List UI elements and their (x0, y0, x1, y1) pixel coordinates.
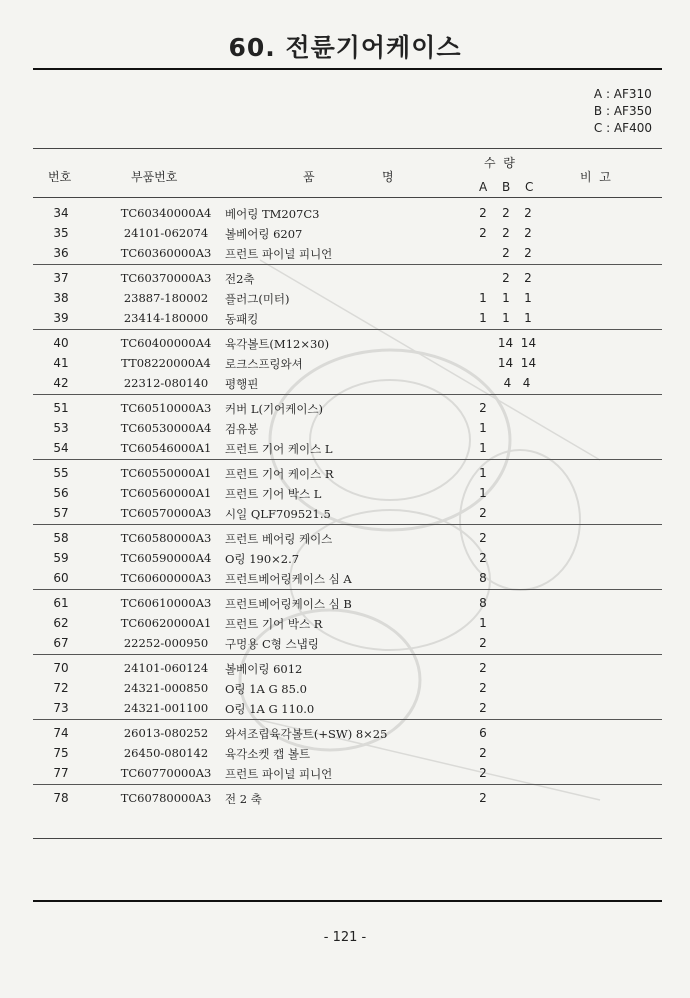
table-row (33, 203, 662, 223)
table-row (33, 528, 662, 548)
part-code: 23887-180002 (123, 291, 209, 305)
part-code: 22312-080140 (123, 376, 209, 390)
table-row (33, 223, 662, 243)
part-name: 프런트 기어 케이스 R (225, 467, 334, 481)
legend-item-b: B : AF350 (593, 104, 652, 118)
part-code: TC60590000A4 (120, 551, 212, 565)
group-separator (33, 329, 662, 330)
qty-a: 2 (479, 681, 487, 695)
qty-a: 2 (479, 551, 487, 565)
part-name: 플러그(미터) (225, 292, 290, 306)
part-code: 24101-062074 (123, 226, 209, 240)
part-code: 24101-060124 (123, 661, 209, 675)
title-rule (33, 68, 662, 70)
group-separator (33, 459, 662, 460)
table-row (33, 418, 662, 438)
table-row (33, 743, 662, 763)
part-name: 커버 L(기어케이스) (225, 402, 324, 416)
qty-a: 1 (479, 291, 487, 305)
part-name: 로크스프링와셔 (225, 357, 303, 371)
part-code: TC60610000A3 (120, 596, 212, 610)
part-code: TC60510000A3 (120, 401, 212, 415)
legend-item-a: A : AF310 (593, 87, 652, 101)
qty-b: 2 (502, 206, 510, 220)
part-name: 평행핀 (225, 377, 259, 391)
qty-a: 1 (479, 311, 487, 325)
qty-c: 1 (524, 311, 532, 325)
qty-c: 2 (524, 246, 532, 260)
qty-c: 2 (524, 206, 532, 220)
table-row (33, 548, 662, 568)
group-separator (33, 784, 662, 785)
header-remark: 비 고 (580, 170, 611, 184)
qty-b: 2 (502, 226, 510, 240)
part-name: 시일 QLF709521.5 (225, 507, 331, 521)
part-name: 프런트 파이널 피니언 (225, 767, 333, 781)
part-name: 프런트 기어 케이스 L (225, 442, 333, 456)
table-row (33, 438, 662, 458)
group-separator (33, 719, 662, 720)
group-separator (33, 654, 662, 655)
qty-a: 6 (479, 726, 487, 740)
part-name: 전 2 축 (225, 792, 262, 806)
qty-a: 2 (479, 206, 487, 220)
footer-rule (33, 900, 662, 902)
qty-a: 2 (479, 661, 487, 675)
part-code: 24321-000850 (123, 681, 209, 695)
qty-b: 1 (502, 311, 510, 325)
table-row (33, 698, 662, 718)
header-qty-c: C (525, 180, 534, 194)
qty-c: 2 (524, 226, 532, 240)
table-row (33, 268, 662, 288)
part-code: TC60580000A3 (120, 531, 212, 545)
part-code: TC60600000A3 (120, 571, 212, 585)
part-code: TC60780000A3 (120, 791, 212, 805)
header-part-no: 부품번호 (131, 170, 178, 184)
group-separator (33, 589, 662, 590)
part-number-index: 74 (53, 726, 69, 740)
header-bottom-rule (33, 197, 662, 198)
part-number-index: 73 (53, 701, 69, 715)
qty-c: 2 (524, 271, 532, 285)
part-name: 육각소켓 캡 볼트 (225, 747, 311, 761)
part-number-index: 58 (53, 531, 69, 545)
part-name: 프런트 기어 박스 L (225, 487, 322, 501)
group-separator (33, 524, 662, 525)
part-number-index: 42 (53, 376, 69, 390)
part-name: O링 1A G 110.0 (225, 702, 315, 716)
qty-b: 2 (502, 271, 510, 285)
part-number-index: 41 (53, 356, 69, 370)
qty-a: 2 (479, 636, 487, 650)
part-name: 동패킹 (225, 312, 259, 326)
part-code: TC60570000A3 (120, 506, 212, 520)
qty-a: 1 (479, 441, 487, 455)
header-qty-a: A (479, 180, 488, 194)
part-code: TC60400000A4 (120, 336, 212, 350)
part-code: 22252-000950 (123, 636, 209, 650)
qty-bc: 14 14 (497, 356, 537, 370)
part-number-index: 35 (53, 226, 69, 240)
part-number-index: 72 (53, 681, 69, 695)
part-name: 프런트 기어 박스 R (225, 617, 323, 631)
part-number-index: 51 (53, 401, 69, 415)
part-name: 볼베이링 6012 (225, 662, 303, 676)
part-name: O링 1A G 85.0 (225, 682, 307, 696)
qty-a: 2 (479, 791, 487, 805)
part-code: TC60370000A3 (120, 271, 212, 285)
qty-a: 2 (479, 506, 487, 520)
part-number-index: 55 (53, 466, 69, 480)
group-separator (33, 394, 662, 395)
part-number-index: 54 (53, 441, 69, 455)
qty-a: 1 (479, 486, 487, 500)
qty-b: 2 (502, 246, 510, 260)
qty-bc: 4 4 (503, 376, 531, 390)
qty-bc: 14 14 (497, 336, 537, 350)
part-code: 23414-180000 (123, 311, 209, 325)
page-title: 60. 전륜기어케이스 (228, 33, 462, 62)
qty-a: 8 (479, 571, 487, 585)
header-name-left: 품 (303, 170, 315, 184)
part-code: TC60360000A3 (120, 246, 212, 260)
part-name: 프런트베어링케이스 심 A (225, 572, 352, 586)
part-number-index: 36 (53, 246, 69, 260)
table-row (33, 678, 662, 698)
table-row (33, 308, 662, 328)
part-code: TC60550000A1 (120, 466, 212, 480)
table-row (33, 593, 662, 613)
table-row (33, 483, 662, 503)
header-no: 번호 (48, 170, 72, 184)
table-row (33, 288, 662, 308)
header-qty-b: B (502, 180, 511, 194)
part-name: 볼베어링 6207 (225, 227, 303, 241)
table-row (33, 568, 662, 588)
table-end-rule (33, 838, 662, 839)
part-number-index: 37 (53, 271, 69, 285)
part-name: 프런트베어링케이스 심 B (225, 597, 352, 611)
qty-c: 1 (524, 291, 532, 305)
part-code: TC60560000A1 (120, 486, 212, 500)
part-number-index: 75 (53, 746, 69, 760)
header-name-right: 명 (382, 170, 394, 184)
page-number: - 121 - (323, 930, 367, 945)
table-row (33, 763, 662, 783)
table-row (33, 333, 662, 353)
part-code: TC60546000A1 (120, 441, 212, 455)
part-code: 26450-080142 (123, 746, 209, 760)
qty-a: 2 (479, 531, 487, 545)
part-code: 26013-080252 (123, 726, 209, 740)
part-number-index: 56 (53, 486, 69, 500)
qty-a: 1 (479, 466, 487, 480)
part-name: 육각볼트(M12×30) (225, 337, 330, 351)
part-code: TC60770000A3 (120, 766, 212, 780)
part-code: 24321-001100 (123, 701, 209, 715)
part-name: 전2축 (225, 272, 255, 286)
part-number-index: 61 (53, 596, 69, 610)
table-row (33, 503, 662, 523)
part-number-index: 70 (53, 661, 69, 675)
part-name: 프런트 파이널 피니언 (225, 247, 333, 261)
table-row (33, 463, 662, 483)
qty-a: 2 (479, 746, 487, 760)
part-number-index: 59 (53, 551, 69, 565)
table-row (33, 613, 662, 633)
part-code: TC60340000A4 (120, 206, 212, 220)
part-number-index: 39 (53, 311, 69, 325)
qty-a: 2 (479, 226, 487, 240)
table-row (33, 723, 662, 743)
part-name: 프런트 베어링 케이스 (225, 532, 333, 546)
legend-item-c: C : AF400 (593, 121, 652, 135)
part-code: TC60620000A1 (120, 616, 212, 630)
part-number-index: 53 (53, 421, 69, 435)
part-number-index: 57 (53, 506, 69, 520)
qty-a: 1 (479, 421, 487, 435)
qty-a: 2 (479, 401, 487, 415)
part-number-index: 40 (53, 336, 69, 350)
qty-a: 1 (479, 616, 487, 630)
part-name: 와셔조립육각볼트(+SW) 8×25 (225, 727, 388, 741)
table-row (33, 243, 662, 263)
part-code: TC60530000A4 (120, 421, 212, 435)
part-number-index: 34 (53, 206, 69, 220)
part-code: TT08220000A4 (121, 356, 211, 370)
qty-a: 8 (479, 596, 487, 610)
table-row (33, 398, 662, 418)
table-top-rule (33, 148, 662, 149)
part-name: 검유봉 (225, 422, 259, 436)
table-row (33, 373, 662, 393)
part-number-index: 60 (53, 571, 69, 585)
part-number-index: 38 (53, 291, 69, 305)
table-row (33, 658, 662, 678)
part-name: O링 190×2.7 (225, 552, 300, 566)
header-qty: 수 량 (484, 156, 515, 170)
qty-a: 2 (479, 766, 487, 780)
part-number-index: 67 (53, 636, 69, 650)
qty-b: 1 (502, 291, 510, 305)
qty-a: 2 (479, 701, 487, 715)
table-row (33, 788, 662, 808)
part-name: 베어링 TM207C3 (225, 207, 320, 221)
group-separator (33, 264, 662, 265)
table-row (33, 633, 662, 653)
part-name: 구멍용 C형 스냅링 (225, 637, 319, 651)
part-number-index: 78 (53, 791, 69, 805)
model-legend (594, 86, 652, 137)
table-row (33, 353, 662, 373)
part-number-index: 77 (53, 766, 69, 780)
part-number-index: 62 (53, 616, 69, 630)
